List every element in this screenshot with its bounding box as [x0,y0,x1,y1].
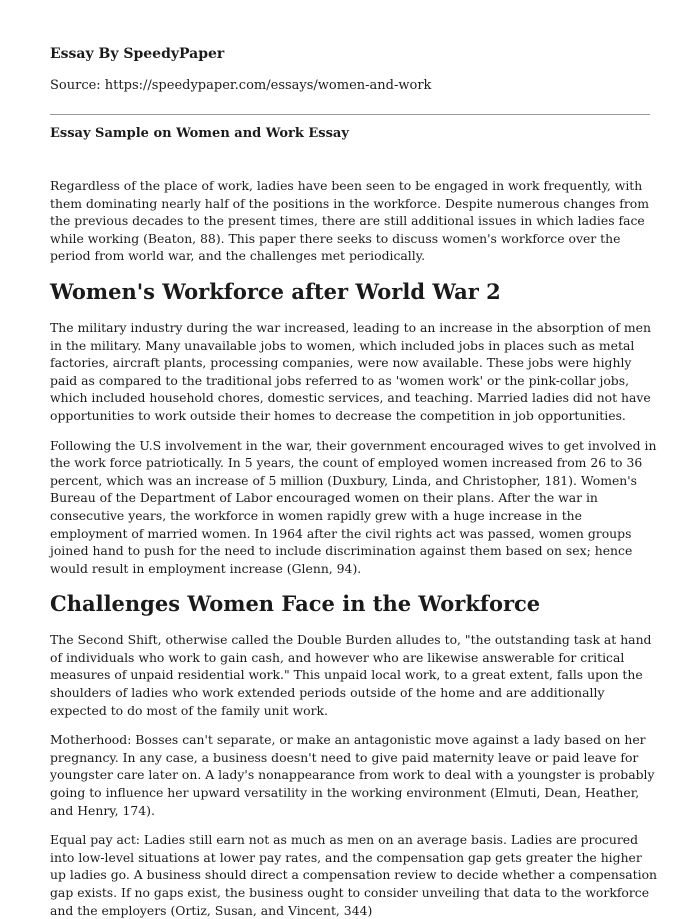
intro-paragraph: Regardless of the place of work, ladies have been seen to be engaged in work frequently, with them dominating nearly half of the positions in the workforce. Despite numerous changes from the previous decades to the present times, there are still additional issues in which ladies face while working (Beaton, 88). This paper there seeks to discuss women's workforce over the period from world war, and the challenges met periodically. [50,178,649,264]
document-page [50,0,660,919]
section-1-paragraph-1: The military industry during the war increased, leading to an increase in the absorption of men in the military. Many unavailable jobs to women, which included jobs in places such as metal factories, aircraft plants, processing companies, were now available. These jobs were highly paid as compared to the traditional jobs referred to as 'women work' or the pink-collar jobs, which included household chores, domestic services, and teaching. Married ladies did not have opportunities to work outside their homes to decrease the competition in job opportunities. [50,319,651,423]
section-1-paragraph-2: Following the U.S involvement in the war, their government encouraged wives to get involved in the work force patriotically. In 5 years, the count of employed women increased from 26 to 36 percent, which was an increase of 5 million (Duxbury, Linda, and Christopher, 181). Women's Bureau of the Department of Labor encouraged women on their plans. After the war in consecutive years, the workforce in women rapidly grew with a huge increase in the employment of married women. In 1964 after the civil rights act was passed, women groups joined hand to push for the need to include discrimination against them based on sex; hence would result in employment increase (Glenn, 94). [50,437,657,576]
section-heading-workforce-after-ww2: Women's Workforce after World War 2 [50,278,501,304]
section-heading-challenges: Challenges Women Face in the Workforce [50,591,541,617]
document-source-line: Source: https://speedypaper.com/essays/women-and-work [50,78,432,93]
section-2-paragraph-1: The Second Shift, otherwise called the Double Burden alludes to, "the outstanding task at hand of individuals who work to gain cash, and however who are likewise answerable for critical measures of unpaid residential work." This unpaid local work, to a great extent, falls upon the shoulders of ladies who work extended periods outside of the home and are additionally expected to do most of the family unit work. [50,632,652,718]
document-header-title: Essay By SpeedyPaper [50,46,225,62]
header-divider [50,114,650,115]
section-2-paragraph-3: Equal pay act: Ladies still earn not as much as men on an average basis. Ladies are procured into low-level situations at lower pay rates, and the compensation gap gets greater the higher up ladies go. A business should direct a compensation review to decide whether a compensation gap exists. If no gaps exist, the business ought to consider unveiling that data to the workforce and the employers (Ortiz, Susan, and Vincent, 344) [50,832,658,918]
essay-title: Essay Sample on Women and Work Essay [50,126,349,141]
section-2-paragraph-2: Motherhood: Bosses can't separate, or make an antagonistic move against a lady based on her pregnancy. In any case, a business doesn't need to give paid maternity leave or paid leave for youngster care later on. A lady's nonappearance from work to deal with a youngster is probably going to influence her upward versatility in the working environment (Elmuti, Dean, Heather, and Henry, 174). [50,732,655,818]
